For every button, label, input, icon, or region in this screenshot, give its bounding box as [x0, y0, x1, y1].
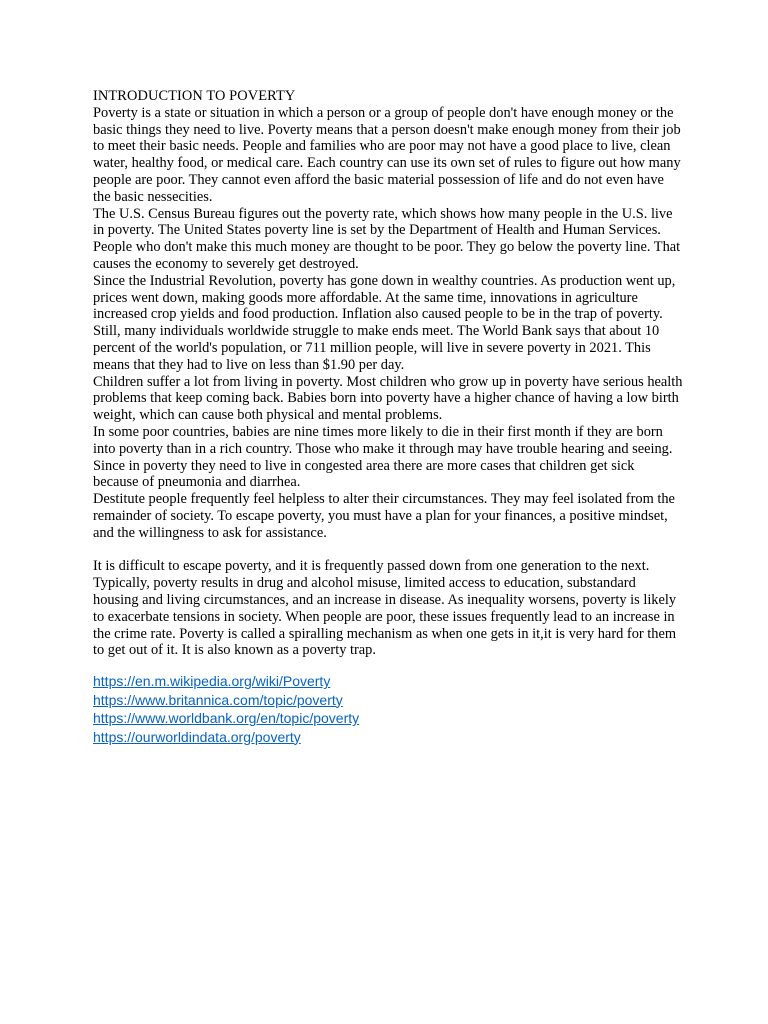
paragraph-poverty-trap: It is difficult to escape poverty, and it is frequently passed down from one generation to the next. Typically, poverty results in drug and alcohol misuse, limited access to education, substandard housing and living circumstances, and an increase in disease. As inequality worsens, poverty is likely to exacerbate tensions in society. When people are poor, these issues frequently lead to an increase in the crime rate. Poverty is called a spiralling mechanism as when one gets in it,it is very hard for them to get out of it. It is also known as a poverty trap.	[93, 558, 677, 659]
link-worldbank[interactable]: https://www.worldbank.org/en/topic/poverty	[93, 710, 360, 727]
link-wikipedia[interactable]: https://en.m.wikipedia.org/wiki/Poverty	[93, 673, 331, 690]
link-ourworldindata[interactable]: https://ourworldindata.org/poverty	[93, 728, 301, 745]
paragraph-census-bureau: The U.S. Census Bureau figures out the poverty rate, which shows how many people in the U.S. live in poverty. The United States poverty line is set by the Department of Health and Human Services. People who don't make this much money are thought to be poor. They go below the poverty line. That causes the economy to severely get destroyed.	[93, 205, 681, 272]
paragraph-world-bank: Still, many individuals worldwide struggle to make ends meet. The World Bank says that about 10 percent of the world's population, or 711 million people, will live in severe poverty in 2021. This means that they had to live on less than $1.90 per day.	[93, 323, 660, 373]
paragraph-definition: Poverty is a state or situation in which a person or a group of people don't have enough money or the basic things they need to live. Poverty means that a person doesn't make enough money from their job to meet their basic needs. People and families who are poor may not have a good place to live, clean water, healthy food, or medical care. Each country can use its own set of rules to figure out how many people are poor. They cannot even afford the basic material possession of life and do not even have the basic nessecities.	[93, 104, 681, 205]
paragraph-spacer	[93, 542, 683, 559]
paragraph-congested-areas: Since in poverty they need to live in congested area there are more cases that children get sick because of pneumonia and diarrhea.	[93, 457, 635, 491]
paragraph-industrial-revolution: Since the Industrial Revolution, poverty has gone down in wealthy countries. As production went up, prices went down, making goods more affordable. At the same time, innovations in agriculture increased crop yields and food production. Inflation also caused people to be in the trap of poverty.	[93, 272, 676, 323]
paragraph-destitute-people: Destitute people frequently feel helpless to alter their circumstances. They may feel isolated from the remainder of society. To escape poverty, you must have a plan for your finances, a positive mindset, and the willingness to ask for assistance.	[93, 491, 675, 541]
link-britannica[interactable]: https://www.britannica.com/topic/poverty	[93, 691, 343, 708]
document-title: INTRODUCTION TO POVERTY	[93, 88, 296, 104]
paragraph-children: Children suffer a lot from living in poverty. Most children who grow up in poverty have serious health problems that keep coming back. Babies born into poverty have a higher chance of having a low birth weight, which can cause both physical and mental problems.	[93, 373, 683, 424]
reference-links	[93, 672, 683, 746]
paragraph-poor-countries: In some poor countries, babies are nine times more likely to die in their first month if they are born into poverty than in a rich country. Those who make it through may have trouble hearing and seeing.	[93, 423, 673, 457]
document-page	[93, 88, 683, 746]
